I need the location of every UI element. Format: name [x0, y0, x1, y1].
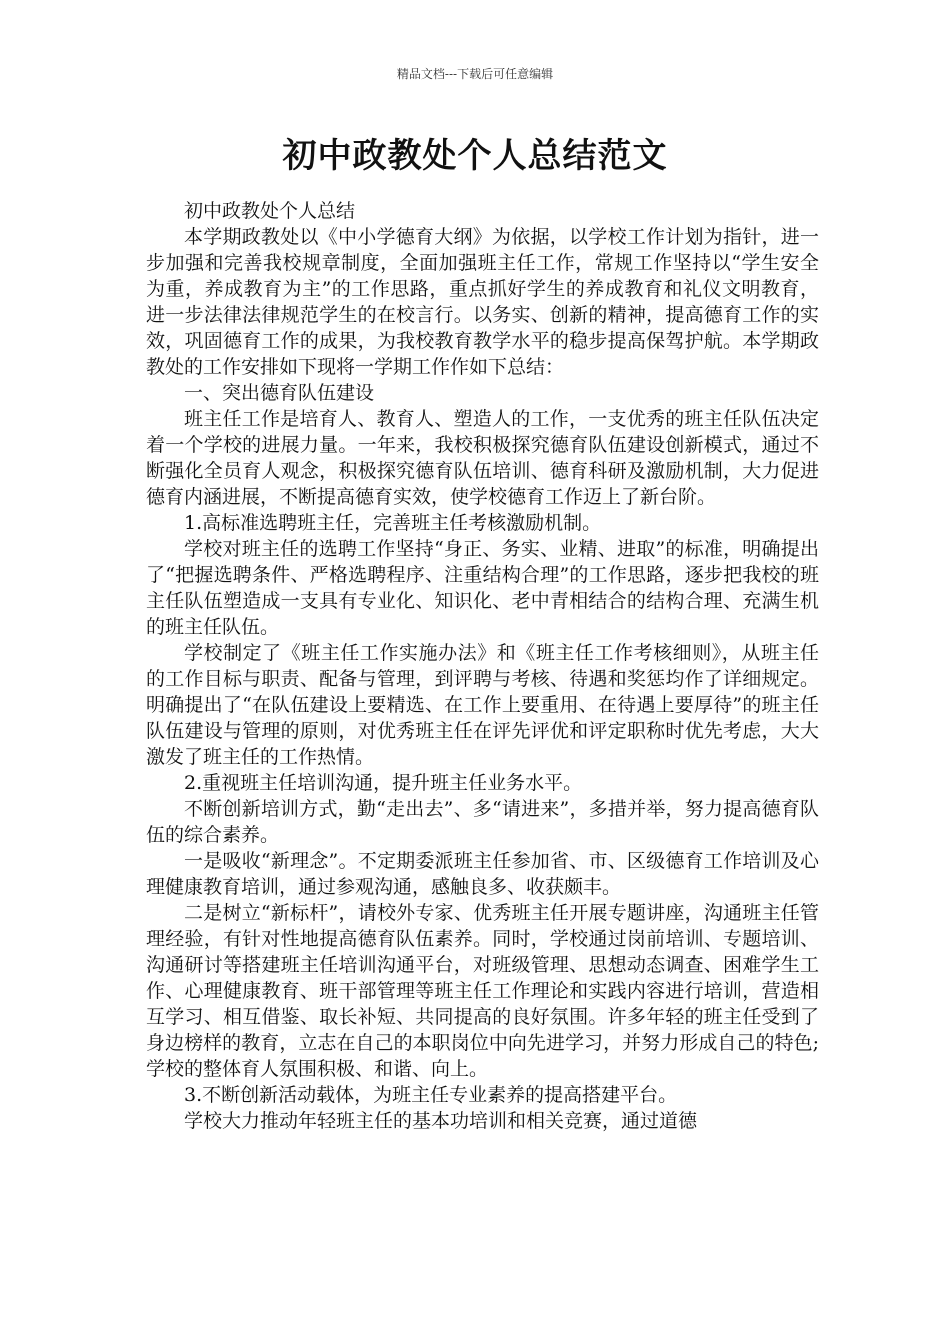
document-title: 初中政教处个人总结范文 — [282, 136, 668, 176]
subsection-heading-3: 3.不断创新活动载体，为班主任专业素养的提高搭建平台。 — [184, 1084, 678, 1106]
paragraph: 班主任工作是培育人、教育人、塑造人的工作，一支优秀的班主任队伍决定着一个学校的进展力量。一年来，我校积极探究德育队伍建设创新模式，通过不断强化全员育人观念，积极探究德育队伍培训、德育科研及激励机制，大力促进德育内涵进展，不断提高德育实效，使学校德育工作迈上了新台阶。 — [146, 408, 819, 508]
paragraph: 一是吸收“新理念”。不定期委派班主任参加省、市、区级德育工作培训及心理健康教育培训，通过参观沟通，感触良多、收获颇丰。 — [146, 850, 819, 898]
page-header-note: 精品文档---下载后可任意编辑 — [396, 67, 554, 81]
paragraph-subtitle: 初中政教处个人总结 — [184, 200, 356, 222]
section-heading-1: 一、突出德育队伍建设 — [184, 382, 375, 404]
paragraph: 二是树立“新标杆”，请校外专家、优秀班主任开展专题讲座，沟通班主任管理经验，有针对性地提高德育队伍素养。同时，学校通过岗前培训、专题培训、沟通研讨等搭建班主任培训沟通平台，对班级管理、思想动态调查、困难学生工作、心理健康教育、班干部管理等班主任工作理论和实践内容进行培训，营造相互学习、相互借鉴、取长补短、共同提高的良好氛围。许多年轻的班主任受到了身边榜样的教育，立志在自己的本职岗位中向先进学习，并努力形成自己的特色;学校的整体育人氛围积极、和谐、向上。 — [146, 902, 819, 1080]
subsection-heading-1: 1.高标准选聘班主任，完善班主任考核激励机制。 — [184, 512, 602, 534]
paragraph: 学校大力推动年轻班主任的基本功培训和相关竞赛，通过道德 — [184, 1110, 698, 1132]
paragraph: 学校制定了《班主任工作实施办法》和《班主任工作考核细则》，从班主任的工作目标与职责、配备与管理，到评聘与考核、待遇和奖惩均作了详细规定。明确提出了“在队伍建设上要精选、在工作上要重用、在待遇上要厚待”的班主任队伍建设与管理的原则，对优秀班主任在评先评优和评定职称时优先考虑，大大激发了班主任的工作热情。 — [146, 642, 819, 768]
paragraph: 学校对班主任的选聘工作坚持“身正、务实、业精、进取”的标准，明确提出了“把握选聘条件、严格选聘程序、注重结构合理”的工作思路，逐步把我校的班主任队伍塑造成一支具有专业化、知识化、老中青相结合的结构合理、充满生机的班主任队伍。 — [146, 538, 819, 638]
paragraph-intro: 本学期政教处以《中小学德育大纲》为依据，以学校工作计划为指针，进一步加强和完善我校规章制度，全面加强班主任工作，常规工作坚持以“学生安全为重，养成教育为主”的工作思路，重点抓好学生的养成教育和礼仪文明教育，进一步法律法律规范学生的在校言行。以务实、创新的精神，提高德育工作的实效，巩固德育工作的成果，为我校教育教学水平的稳步提高保驾护航。本学期政教处的工作安排如下现将一学期工作作如下总结： — [146, 226, 819, 378]
paragraph: 不断创新培训方式，勤“走出去”、多“请进来”，多措并举，努力提高德育队伍的综合素养。 — [146, 798, 819, 846]
document-body — [146, 198, 819, 1134]
subsection-heading-2: 2.重视班主任培训沟通，提升班主任业务水平。 — [184, 772, 583, 794]
